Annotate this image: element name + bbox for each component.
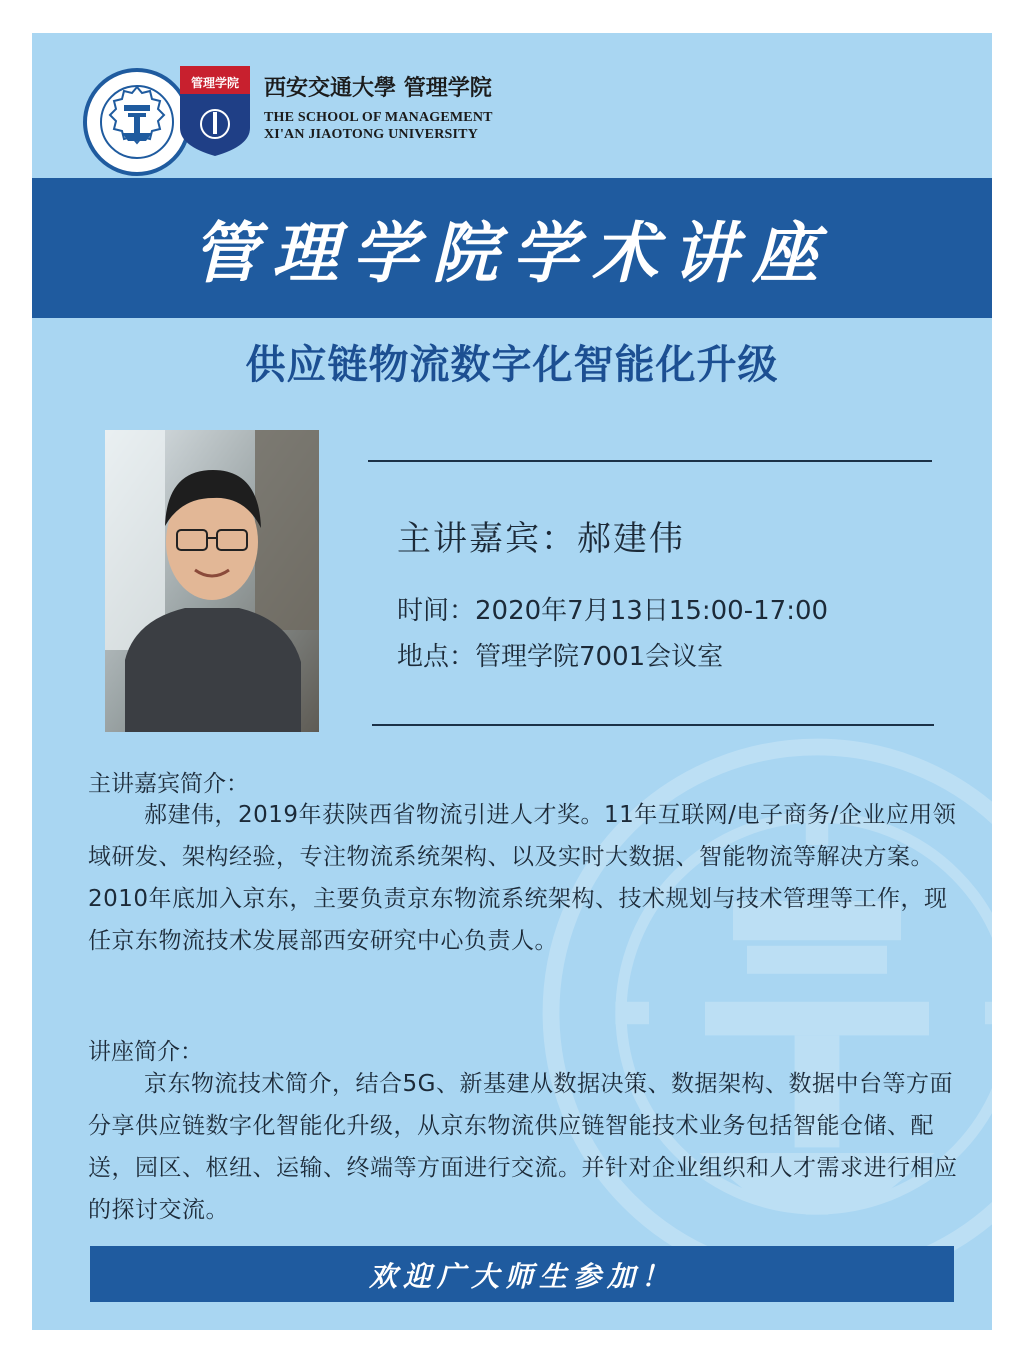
talk-text: 京东物流技术简介，结合5G、新基建从数据决策、数据架构、数据中台等方面分享供应链数字化智能化升级，从京东物流供应链智能技术业务包括智能仓储、配送，园区、枢纽、运输、终端等方面进行交流。并针对企业组织和人才需求进行相应的探讨交流。	[88, 1071, 958, 1223]
school-name-cn: 管理学院	[403, 75, 492, 101]
guest-speaker: 主讲嘉宾：郝建伟	[397, 519, 685, 559]
title-banner	[32, 178, 992, 358]
lecture-place: 地点：管理学院7001会议室	[397, 642, 724, 672]
university-seal-icon	[82, 67, 192, 177]
lecture-time: 时间：2020年7月13日15:00-17:00	[397, 596, 829, 626]
speaker-photo	[105, 430, 319, 732]
university-name-en: XI'AN JIAOTONG UNIVERSITY	[264, 127, 479, 142]
divider-bottom	[372, 724, 934, 726]
talk-heading: 讲座简介：	[88, 1039, 203, 1065]
school-shield-icon	[180, 66, 250, 156]
banner-band	[32, 178, 992, 318]
school-name-en: THE SCHOOL OF MANAGEMENT	[264, 110, 493, 125]
school-brand-cn	[264, 71, 492, 102]
poster	[32, 33, 992, 1330]
lecture-title: 供应链物流数字化智能化升级	[245, 342, 779, 388]
welcome-banner	[90, 1246, 954, 1302]
bio-text: 郝建伟，2019年获陕西省物流引进人才奖。11年互联网/电子商务/企业应用领域研发、架构经验，专注物流系统架构、以及实时大数据、智能物流等解决方案。2010年底加入京东，主要负责京东物流系统架构、技术规划与技术管理等工作，现任京东物流技术发展部西安研究中心负责人。	[88, 802, 957, 954]
divider-top	[368, 460, 932, 462]
university-name-cn: 西安交通大學	[264, 75, 397, 101]
welcome-text: 欢迎广大师生参加！	[368, 1260, 675, 1293]
svg-text:管理学院: 管理学院	[190, 76, 240, 90]
banner-title: 管理学院学术讲座	[192, 214, 832, 292]
bio-heading: 主讲嘉宾简介：	[88, 771, 249, 797]
